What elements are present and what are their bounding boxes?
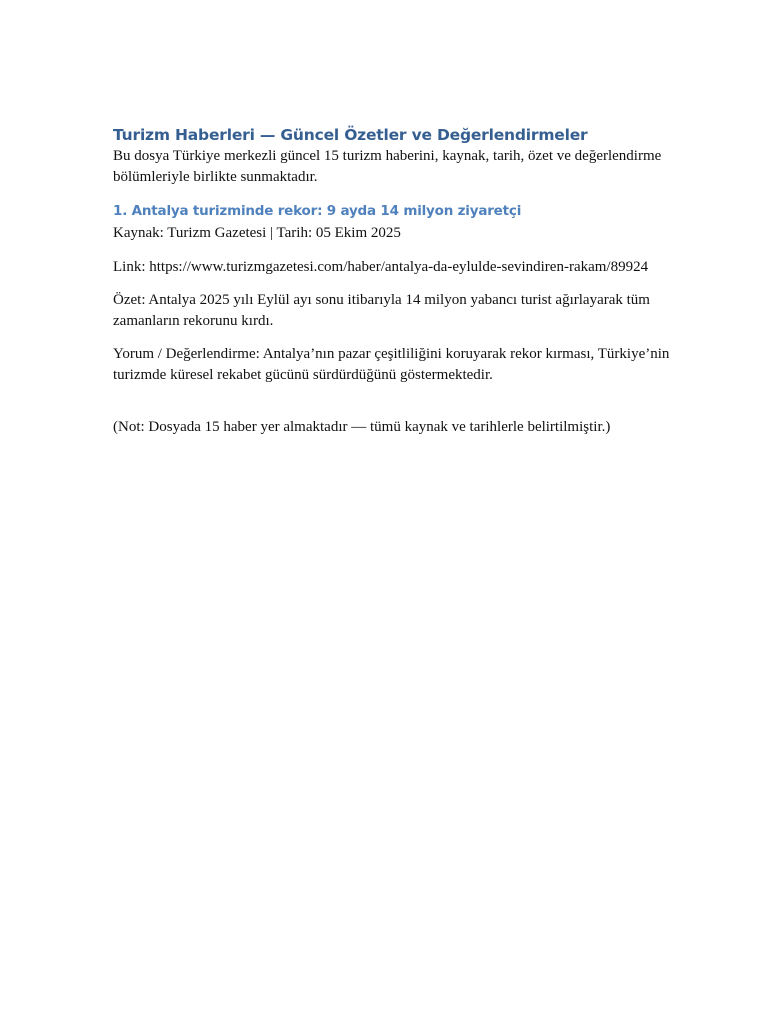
news-comment: Yorum / Değerlendirme: Antalya’nın pazar çeşitliliğini koruyarak rekor kırması, Türkiye’nin turizmde küresel rekabet gücünü sürdürdüğünü göstermektedir. — [113, 346, 670, 383]
news-heading: 1. Antalya turizminde rekor: 9 ayda 14 milyon ziyaretçi — [113, 203, 522, 219]
news-item — [113, 201, 673, 385]
document-page — [113, 124, 673, 438]
news-source-date: Kaynak: Turizm Gazetesi | Tarih: 05 Ekim 2025 — [113, 225, 401, 241]
document-title: Turizm Haberleri — Güncel Özetler ve Değerlendirmeler — [113, 126, 588, 144]
document-intro: Bu dosya Türkiye merkezli güncel 15 turizm haberini, kaynak, tarih, özet ve değerlendirme bölümleriyle birlikte sunmaktadır. — [113, 148, 662, 185]
news-summary: Özet: Antalya 2025 yılı Eylül ayı sonu itibarıyla 14 milyon yabancı turist ağırlayarak tüm zamanların rekorunu kırdı. — [113, 292, 650, 329]
document-note: (Not: Dosyada 15 haber yer almaktadır — tümü kaynak ve tarihlerle belirtilmiştir.) — [113, 419, 611, 435]
news-link[interactable]: Link: https://www.turizmgazetesi.com/haber/antalya-da-eylulde-sevindiren-rakam/89924 — [113, 258, 649, 275]
